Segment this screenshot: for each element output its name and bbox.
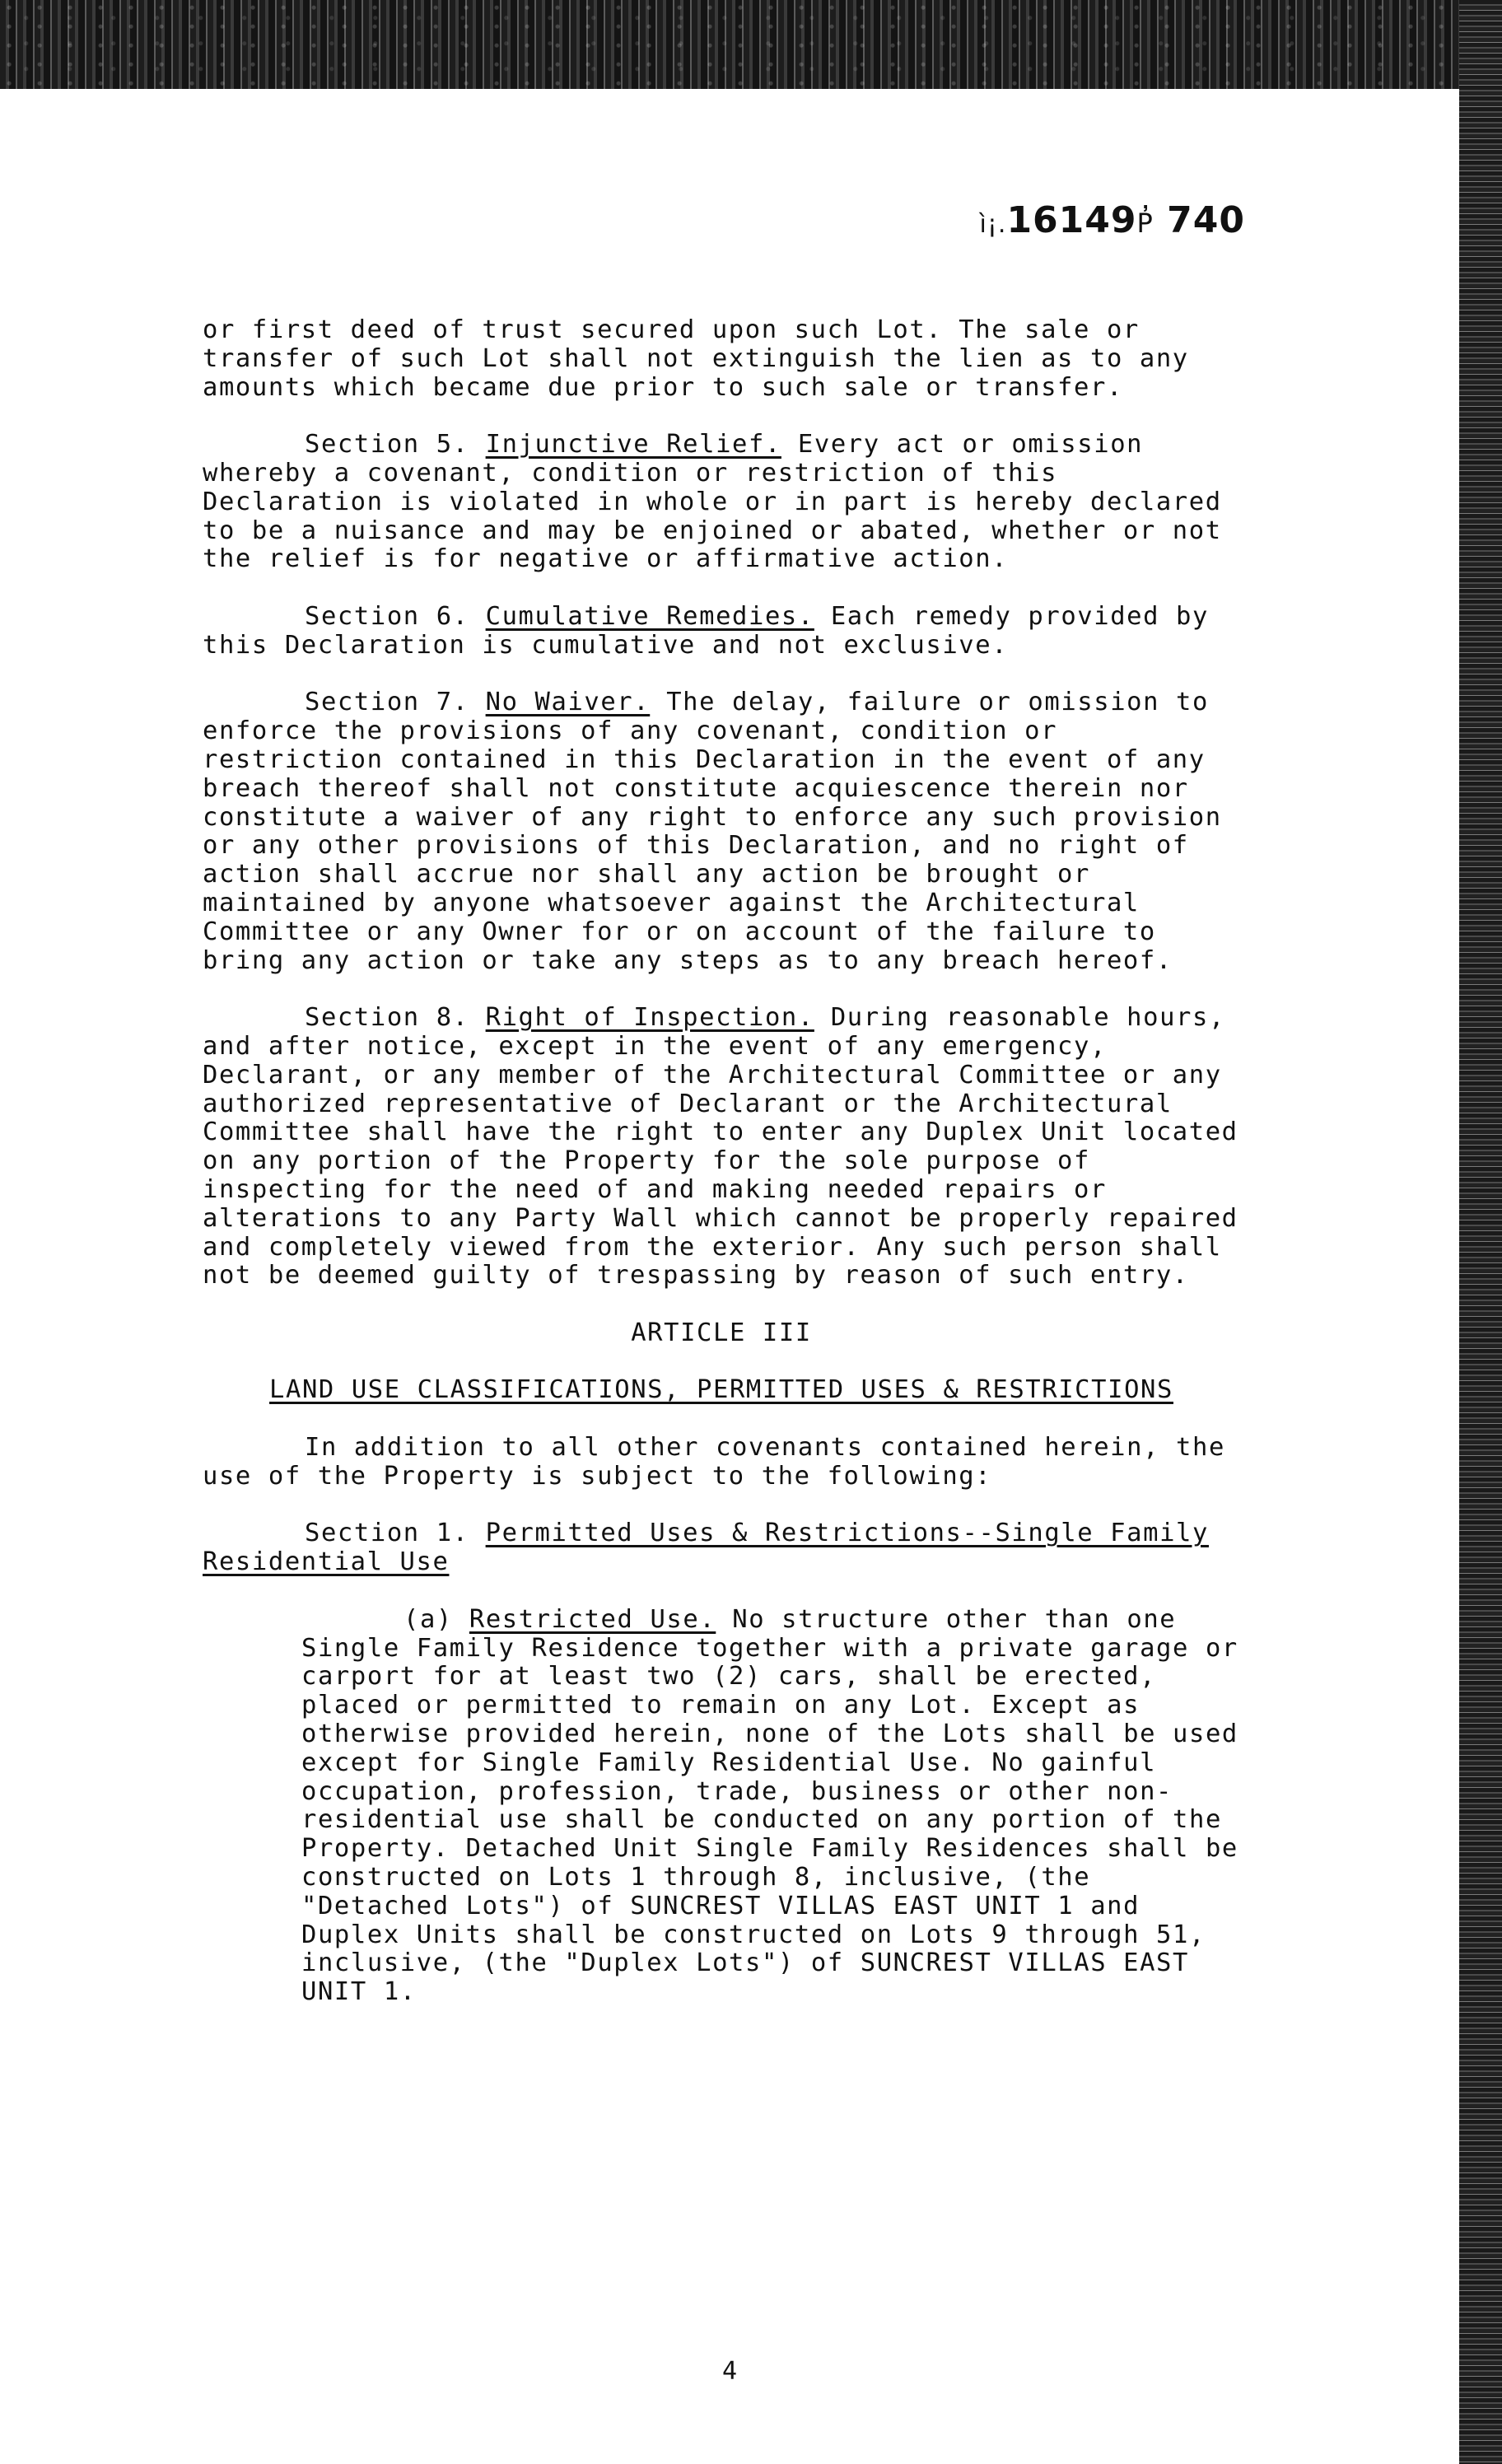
section-1-label: Section 1. bbox=[305, 1519, 469, 1548]
section-7 bbox=[203, 688, 1240, 975]
section-6 bbox=[203, 603, 1240, 660]
stamp-page-ref: 740 bbox=[1167, 199, 1245, 241]
page-number: 4 bbox=[721, 2357, 738, 2386]
section-8-title: Right of Inspection. bbox=[485, 1003, 814, 1033]
section-7-label: Section 7. bbox=[305, 688, 469, 717]
subsection-a-label: (a) bbox=[403, 1604, 453, 1634]
section-1-title: Permitted Uses & Restrictions--Single Family Residential Use bbox=[203, 1519, 1209, 1577]
scan-top-edge bbox=[0, 0, 1502, 89]
section-8-label: Section 8. bbox=[305, 1003, 469, 1033]
subsection-a-block bbox=[301, 1606, 1240, 2007]
paragraph-continuation: or first deed of trust secured upon such Lot. The sale or transfer of such Lot shall not extinguish the lien as to any amounts which became due prior to such sale or transfer. bbox=[203, 315, 1189, 402]
section-6-label: Section 6. bbox=[305, 601, 469, 631]
section-8-text: During reasonable hours, and after notice, except in the event of any emergency, Declarant, or any member of the Architectural Committee or any authorized representative of Declarant or the Architectural Committee shall have the right to enter any Duplex Unit located on any portion of the Property for the sole purpose of inspecting for the need of and making needed repairs or alterations to any Party Wall which cannot be properly repaired and completely viewed from the exterior. Any such person shall not be deemed guilty of trespassing by reason of such entry. bbox=[203, 1003, 1238, 1290]
document-body bbox=[203, 316, 1240, 2007]
article-intro: In addition to all other covenants contained herein, the use of the Property is subject to the following: bbox=[203, 1433, 1225, 1491]
section-7-text: The delay, failure or omission to enforce the provisions of any covenant, condition or restriction contained in this Declaration in the event of any breach thereof shall not constitute acquiescence therein nor constitute a waiver of any right to enforce any such provision or any other provisions of this Declaration, and no right of action shall accrue nor shall any action be brought or maintained by anyone whatsoever against the Architectural Committee or any Owner for or on account of the failure to bring any action or take any steps as to any breach hereof. bbox=[203, 688, 1222, 975]
section-5 bbox=[203, 431, 1240, 574]
article-title: LAND USE CLASSIFICATIONS, PERMITTED USES & RESTRICTIONS bbox=[269, 1375, 1173, 1405]
section-5-text: Every act or omission whereby a covenant, condition or restriction of this Declaration is violated in whole or in part is hereby declared to be a nuisance and may be enjoined or abated, whether or not the relief is for negative or affirmative action. bbox=[203, 430, 1222, 574]
section-5-title: Injunctive Relief. bbox=[485, 430, 781, 460]
stamp-record-number: 16149 bbox=[1006, 199, 1137, 241]
section-1 bbox=[203, 1519, 1240, 1577]
section-5-label: Section 5. bbox=[305, 430, 469, 460]
scan-right-edge bbox=[1459, 0, 1502, 2464]
recording-stamp bbox=[980, 199, 1245, 241]
subsection-a bbox=[301, 1606, 1240, 2007]
section-8 bbox=[203, 1004, 1240, 1290]
stamp-mid-mark: P̓ bbox=[1136, 208, 1154, 239]
subsection-a-text: No structure other than one Single Family Residence together with a private garage or carport for at least two (2) cars, shall be erected, placed or permitted to remain on any Lot. Except as otherwise provided herein, none of the Lots shall be used except for Single Family Residential Use. No gainful occupation, profession, trade, business or other non-residential use shall be conducted on any portion of the Property. Detached Unit Single Family Residences shall be constructed on Lots 1 through 8, inclusive, (the "Detached Lots") of SUNCREST VILLAS EAST UNIT 1 and Duplex Units shall be constructed on Lots 9 through 51, inclusive, (the "Duplex Lots") of SUNCREST VILLAS EAST UNIT 1. bbox=[301, 1604, 1238, 2007]
subsection-a-title: Restricted Use. bbox=[469, 1604, 716, 1634]
stamp-prefix: ì¡. bbox=[979, 210, 1007, 239]
section-6-text: Each remedy provided by this Declaration is cumulative and not exclusive. bbox=[203, 601, 1209, 660]
section-6-title: Cumulative Remedies. bbox=[485, 601, 814, 631]
section-7-title: No Waiver. bbox=[485, 688, 651, 717]
article-heading: ARTICLE III bbox=[631, 1318, 812, 1347]
